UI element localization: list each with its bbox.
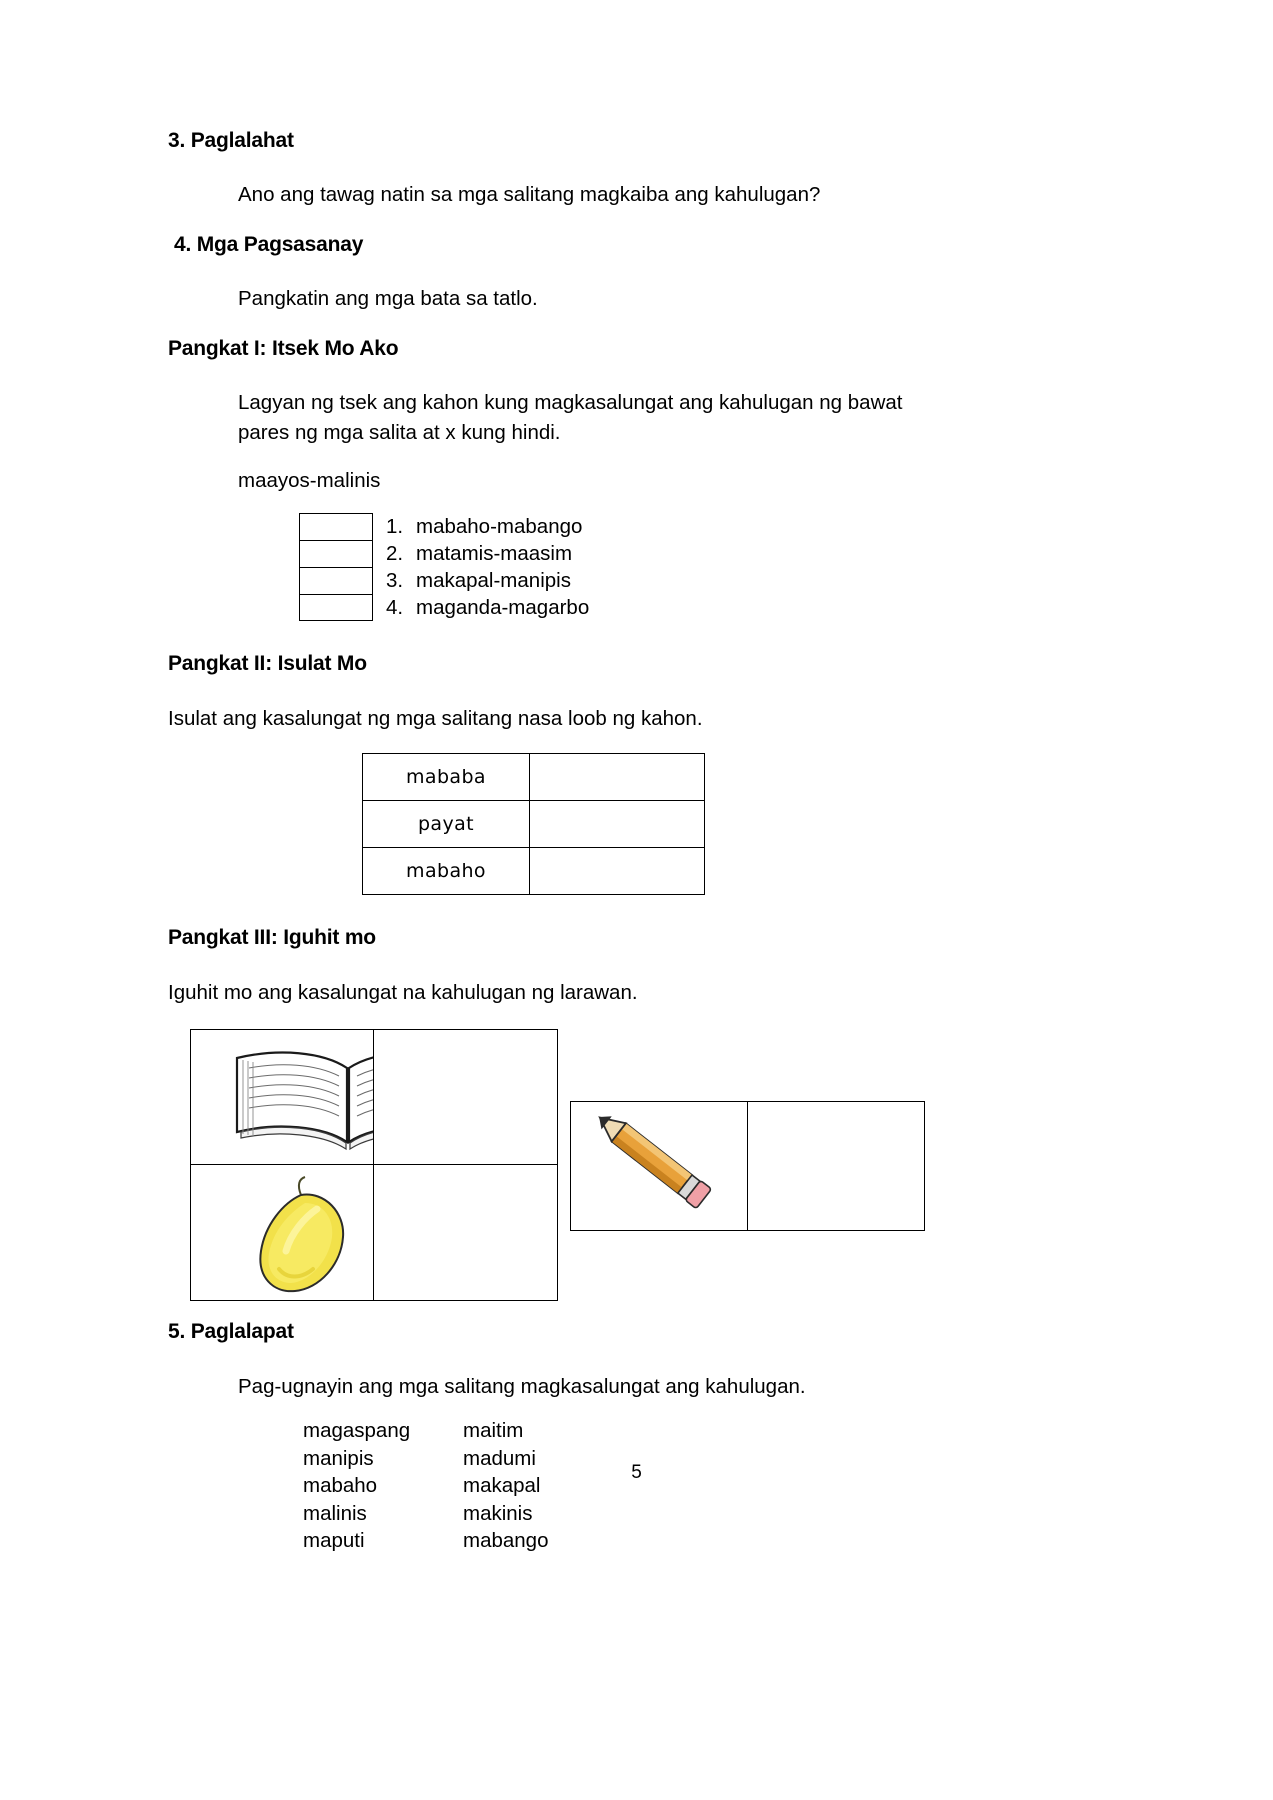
page-number: 5 [631, 1462, 642, 1483]
item-text-1: mabaho-mabango [416, 515, 583, 539]
grid-cell-pencil-image [571, 1102, 748, 1230]
pangkat1-instruction-line1: Lagyan ng tsek ang kahon kung magkasalungat ang kahulugan ng bawat [238, 391, 903, 415]
checkbox-list-item[interactable] [299, 513, 1113, 540]
section-heading-paglalapat: 5. Paglalapat [168, 1320, 294, 1344]
table-row [363, 801, 705, 848]
pangkat3-drawing-area [168, 1029, 1113, 1319]
checkbox-1[interactable] [299, 513, 373, 540]
pair-right-word-1[interactable]: maitim [463, 1419, 524, 1443]
checkbox-4[interactable] [299, 594, 373, 621]
pangkat1-instruction-line2: pares ng mga salita at x kung hindi. [238, 420, 561, 444]
open-book-icon [219, 1046, 374, 1156]
pair-right-word-2[interactable]: madumi [463, 1446, 536, 1470]
table-cell-answer-3[interactable] [530, 848, 705, 895]
section-heading-pangkat3: Pangkat III: Iguhit mo [168, 926, 376, 950]
section-heading-pagsasanay: 4. Mga Pagsasanay [174, 232, 364, 256]
pangkat3-instruction: Iguhit mo ang kasalungat na kahulugan ng larawan. [168, 980, 638, 1004]
section-heading-paglalahat: 3. Paglalahat [168, 129, 294, 152]
pagsasanay-instruction: Pangkatin ang mga bata sa tatlo. [238, 287, 538, 311]
section-heading-pangkat2: Pangkat II: Isulat Mo [168, 652, 367, 676]
checkbox-list-item[interactable] [299, 540, 1113, 567]
paglalapat-word-pairs [303, 1417, 1113, 1555]
item-text-2: matamis-maasim [416, 542, 573, 566]
checkbox-3[interactable] [299, 567, 373, 594]
item-text-3: makapal-manipis [416, 569, 571, 593]
checkbox-list-item[interactable] [299, 594, 1113, 621]
section-heading-pangkat1: Pangkat I: Itsek Mo Ako [168, 336, 399, 360]
table-cell-word-2: payat [363, 801, 530, 848]
word-pair-row [303, 1500, 1113, 1528]
pangkat2-word-table [362, 753, 705, 895]
pangkat2-instruction: Isulat ang kasalungat ng mga salitang nasa loob ng kahon. [168, 706, 703, 730]
checkbox-item-label-2 [373, 540, 572, 567]
checkbox-item-label-4 [373, 594, 589, 621]
pair-right-word-4[interactable]: makinis [463, 1501, 533, 1525]
item-number-2: 2. [386, 542, 404, 566]
item-number-4: 4. [386, 596, 404, 620]
item-number-3: 3. [386, 569, 404, 593]
grid-cell-book-image [191, 1030, 374, 1165]
checkbox-item-label-1 [373, 513, 582, 540]
grid-cell-mango-image [191, 1165, 374, 1300]
word-pair-row [303, 1417, 1113, 1445]
paglalapat-instruction: Pag-ugnayin ang mga salitang magkasalungat ang kahulugan. [238, 1374, 806, 1398]
paglalahat-question: Ano ang tawag natin sa mga salitang magkaiba ang kahulugan? [238, 183, 821, 207]
pair-left-word-1[interactable]: magaspang [303, 1419, 411, 1443]
pair-left-word-4[interactable]: malinis [303, 1501, 367, 1525]
pair-right-word-3[interactable]: makapal [463, 1474, 541, 1498]
grid-cell-mango-answer[interactable] [374, 1165, 557, 1300]
item-number-1: 1. [386, 515, 404, 539]
table-cell-answer-2[interactable] [530, 801, 705, 848]
word-pair-row [303, 1527, 1113, 1555]
grid-cell-book-answer[interactable] [374, 1030, 557, 1165]
drawing-grid-right [570, 1101, 925, 1231]
checkbox-2[interactable] [299, 540, 373, 567]
pencil-icon [589, 1110, 734, 1222]
item-text-4: maganda-magarbo [416, 596, 590, 620]
table-cell-answer-1[interactable] [530, 754, 705, 801]
pair-left-word-3[interactable]: mabaho [303, 1474, 378, 1498]
checkbox-item-label-3 [373, 567, 571, 594]
pangkat1-checkbox-list [299, 513, 1113, 621]
checkbox-list-item[interactable] [299, 567, 1113, 594]
mango-fruit-icon [239, 1173, 374, 1300]
pair-left-word-2[interactable]: manipis [303, 1446, 374, 1470]
table-row [363, 754, 705, 801]
pangkat1-example-pair: maayos-malinis [238, 468, 381, 492]
pair-left-word-5[interactable]: maputi [303, 1529, 365, 1553]
pair-right-word-5[interactable]: mabango [463, 1529, 549, 1553]
table-cell-word-3: mabaho [363, 848, 530, 895]
table-cell-word-1: mababa [363, 754, 530, 801]
table-row [363, 848, 705, 895]
drawing-grid-left [190, 1029, 558, 1301]
page-content [168, 128, 1113, 1555]
grid-cell-pencil-answer[interactable] [748, 1102, 925, 1230]
